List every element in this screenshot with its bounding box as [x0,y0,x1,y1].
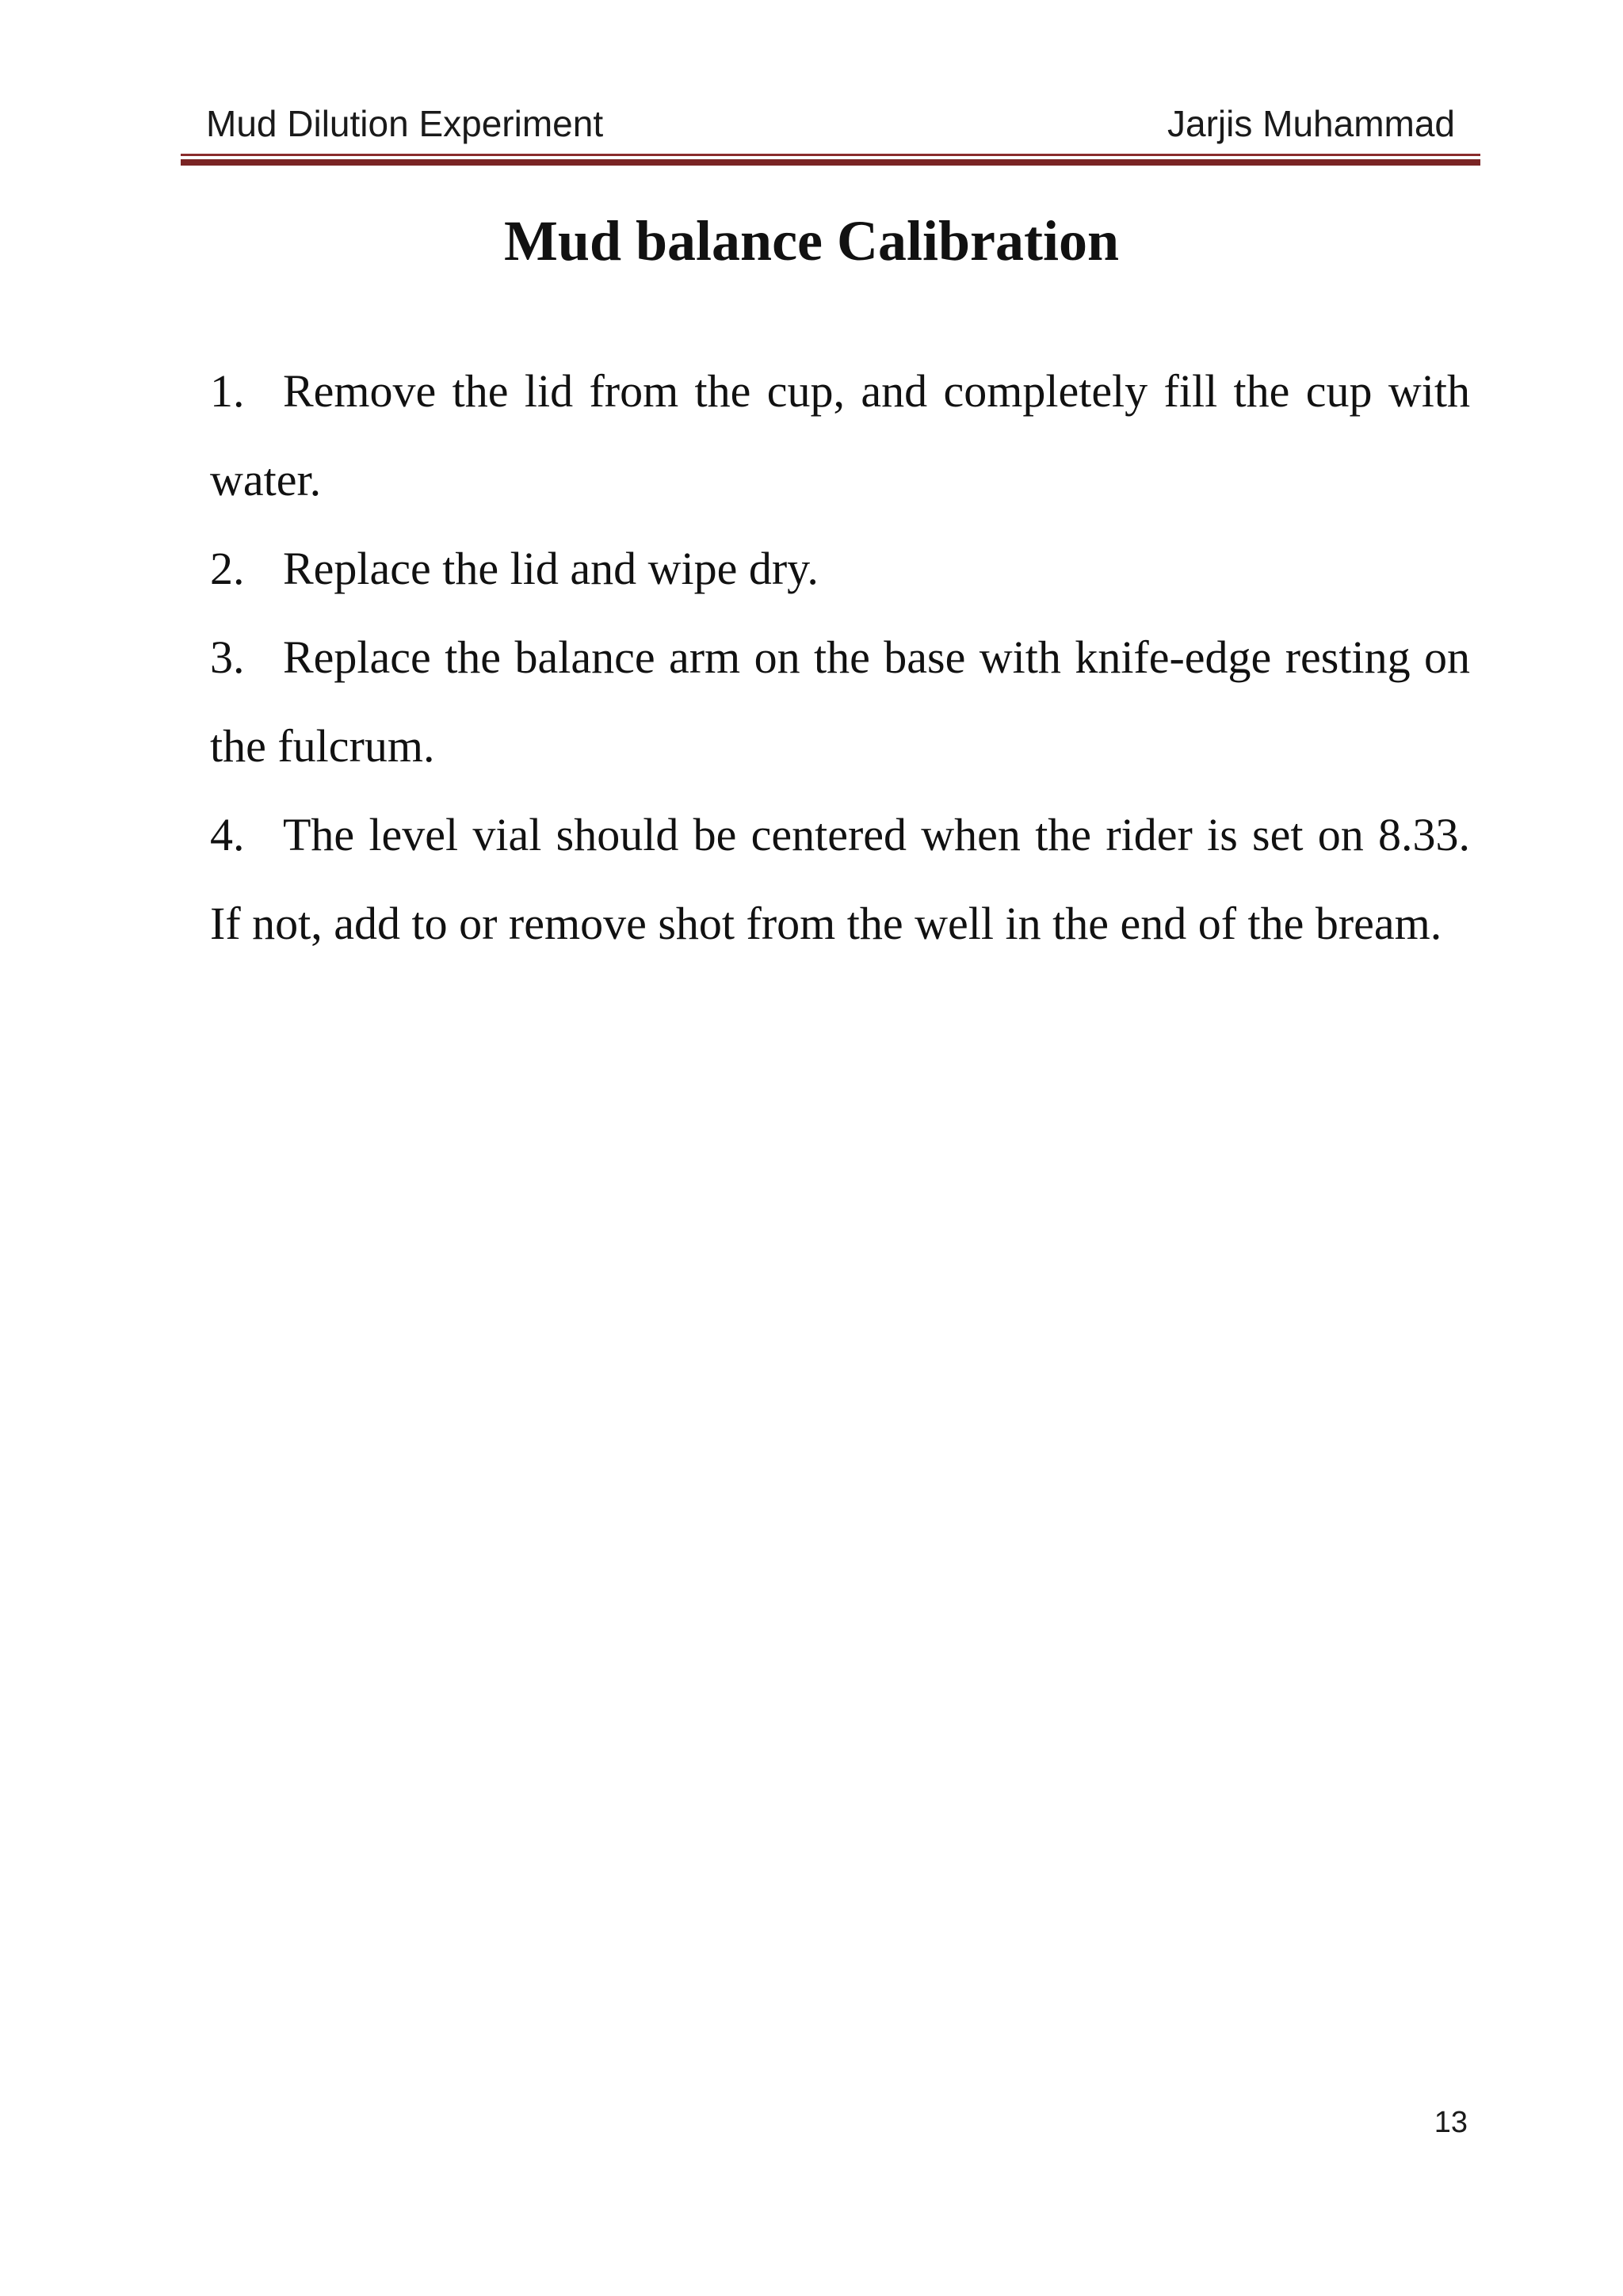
step-number: 2. [210,543,245,594]
step-item [210,791,1470,968]
step-item [210,524,1470,613]
step-text: The level vial should be centered when the rider is set on 8.33. If not, add to or remove shot from the well in the end of the bream. [210,809,1470,949]
step-number: 3. [210,631,245,683]
page-title: Mud balance Calibration [503,209,1120,273]
step-number: 1. [210,365,245,417]
step-text: Replace the balance arm on the base with knife-edge resting on the fulcrum. [210,631,1470,772]
steps-list [210,347,1470,968]
step-text: Remove the lid from the cup, and completely fill the cup with water. [210,365,1470,505]
step-item [210,613,1470,791]
page-number: 13 [1434,2106,1468,2139]
step-text: Replace the lid and wipe dry. [283,543,819,594]
step-item [210,347,1470,524]
header-document-title: Mud Dilution Experiment [206,103,604,144]
header-rule-thick [181,159,1480,166]
header-rule-thin [181,154,1480,156]
step-number: 4. [210,809,245,860]
page-header [181,93,1455,157]
header-author: Jarjis Muhammad [1167,103,1455,144]
